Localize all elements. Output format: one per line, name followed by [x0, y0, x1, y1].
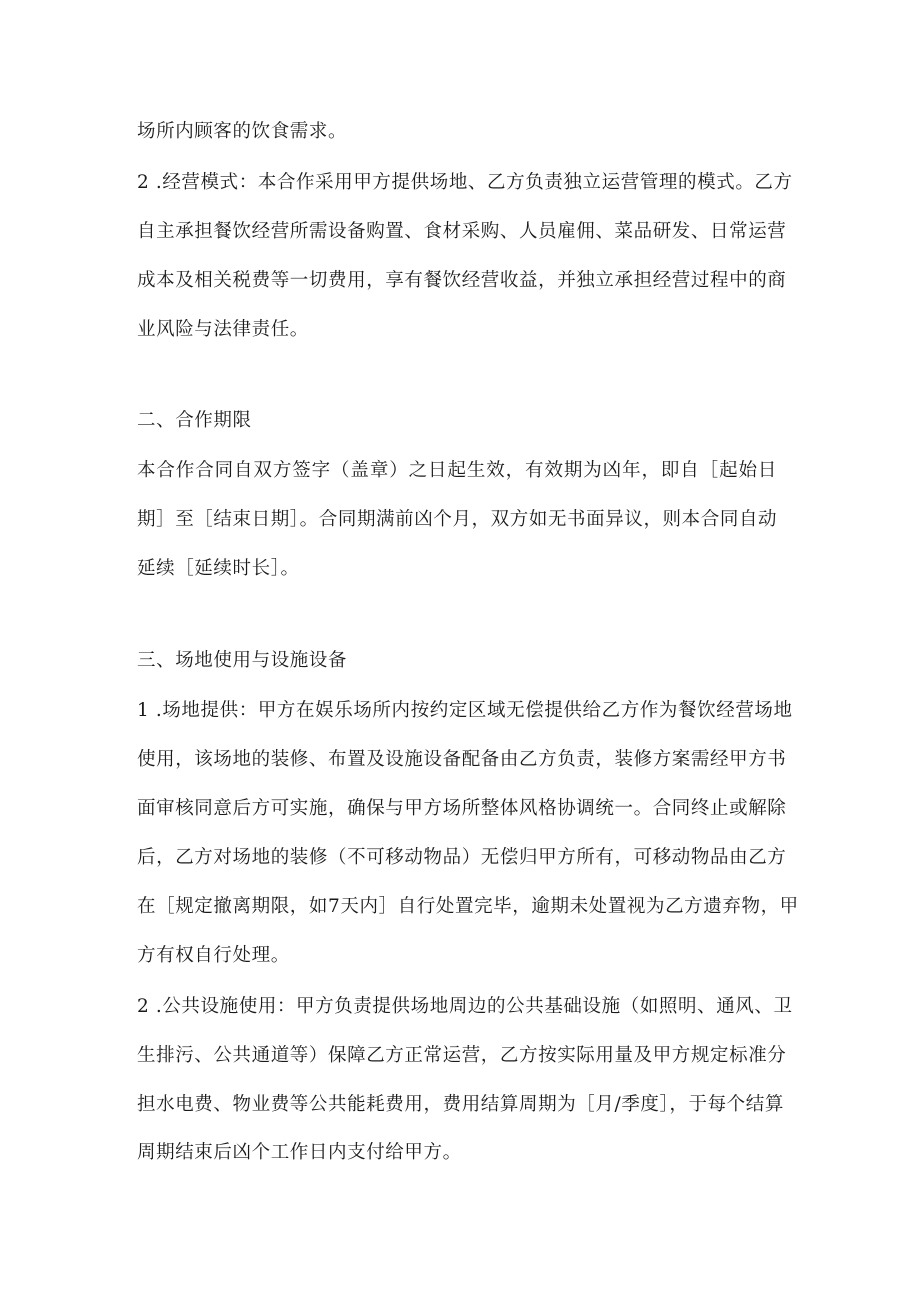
paragraph-line: 期］至［结束日期］。合同期满前凶个月，双方如无书面异议，则本合同自动	[137, 509, 778, 530]
paragraph-line: 自主承担餐饮经营所需设备购置、食材采购、人员雇佣、菜品研发、日常运营	[137, 221, 787, 242]
paragraph-line: 后，乙方对场地的装修（不可移动物品）无偿归甲方所有，可移动物品由乙方	[137, 847, 787, 868]
paragraph-line: 生排污、公共通道等）保障乙方正常运营，乙方按实际用量及甲方规定标准分	[137, 1045, 787, 1066]
paragraph-line: 方有权自行处理。	[137, 945, 290, 966]
paragraph-line: 使用，该场地的装修、布置及设施设备配备由乙方负责，装修方案需经甲方书	[137, 749, 787, 770]
item-2-operation-mode-line: 2 .经营模式：本合作采用甲方提供场地、乙方负责独立运营管理的模式。乙方	[137, 172, 793, 193]
paragraph-line: 担水电费、物业费等公共能耗费用，费用结算周期为［月/季度］，于每个结算	[137, 1094, 784, 1115]
paragraph-line: 本合作合同自双方签字（盖章）之日起生效，有效期为凶年，即自［起始日	[137, 460, 777, 481]
paragraph-line: 周期结束后凶个工作日内支付给甲方。	[137, 1142, 462, 1163]
section-heading-venue-facilities: 三、场地使用与设施设备	[137, 650, 348, 671]
section-heading-cooperation-term: 二、合作期限	[137, 410, 252, 431]
paragraph-line: 场所内顾客的饮食需求。	[137, 121, 348, 142]
paragraph-line: 业风险与法律责任。	[137, 319, 309, 340]
paragraph-line: 成本及相关税费等一切费用，享有餐饮经营收益，并独立承担经营过程中的商	[137, 270, 787, 291]
paragraph-line: 面审核同意后方可实施，确保与甲方场所整体风格协调统一。合同终止或解除	[137, 798, 787, 819]
paragraph-line: 延续［延续时长］。	[137, 558, 300, 579]
item-1-venue-provision-line: 1 .场地提供：甲方在娱乐场所内按约定区域无偿提供给乙方作为餐饮经营场地	[137, 700, 793, 721]
item-2-public-facilities-line: 2 .公共设施使用：甲方负责提供场地周边的公共基础设施（如照明、通风、卫	[137, 996, 793, 1017]
paragraph-line: 在［规定撤离期限，如7天内］自行处置完毕，逾期未处置视为乙方遗弃物，甲	[137, 896, 799, 917]
